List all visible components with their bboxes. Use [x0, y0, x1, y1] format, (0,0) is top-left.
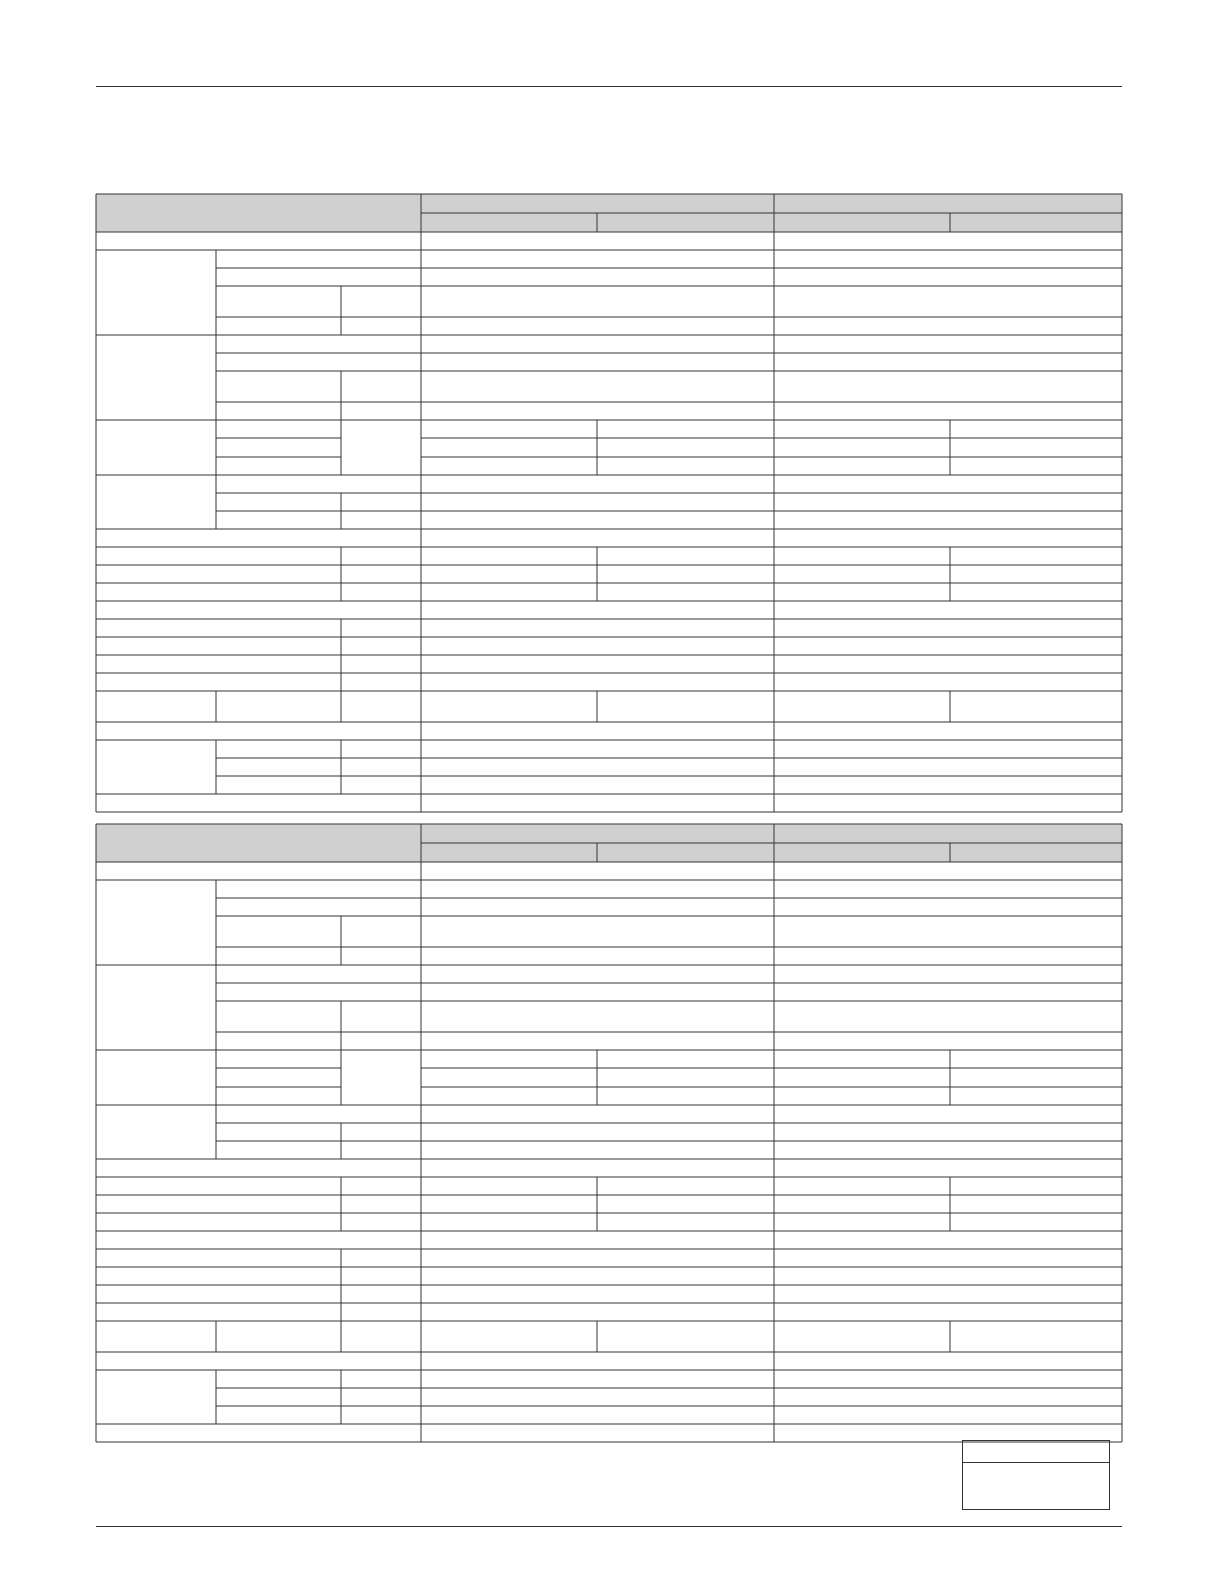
- footer-rule: [96, 1526, 1122, 1527]
- legend-box: [962, 1440, 1110, 1510]
- legend-box-body: [963, 1463, 1109, 1509]
- legend-box-title: [963, 1441, 1109, 1463]
- spec-table-2-header-fill-left: [96, 824, 421, 862]
- spec-table-1-header-fill-left: [96, 194, 421, 232]
